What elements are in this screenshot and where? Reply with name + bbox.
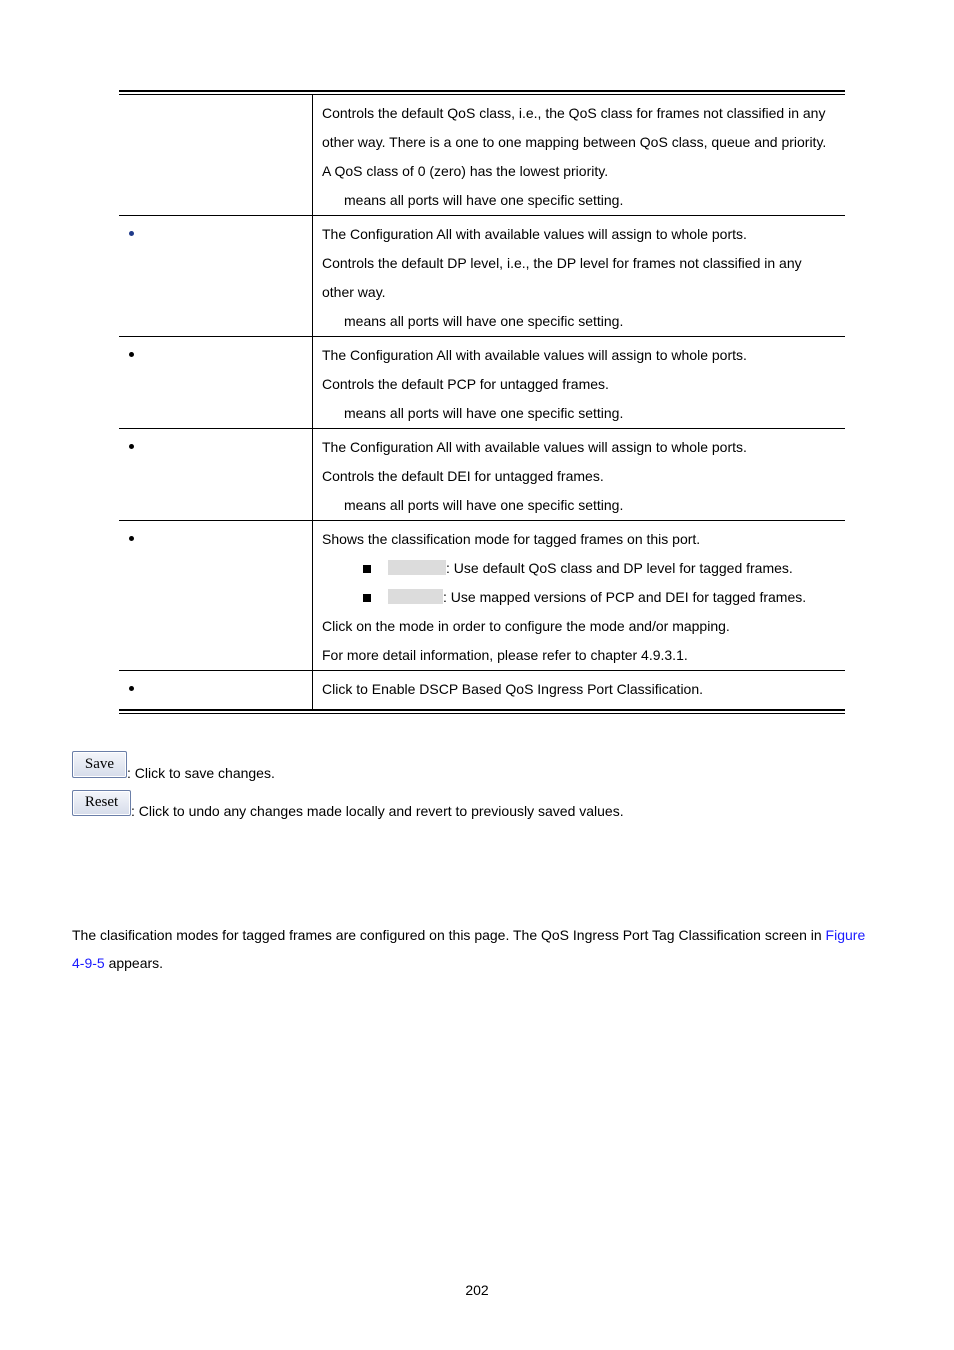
page-number: 202 (465, 1282, 489, 1298)
square-bullet-icon (363, 565, 371, 573)
save-button[interactable]: Save (72, 751, 127, 778)
parameter-name-cell (119, 521, 313, 671)
description-line: The Configuration All with available values will assign to whole ports. (322, 226, 747, 242)
bullet-icon (129, 231, 134, 236)
mode-option (322, 583, 839, 612)
bullet-icon (129, 536, 134, 541)
description-note: means all ports will have one specific setting. (344, 192, 624, 208)
intro-paragraph (72, 921, 892, 977)
reset-description-text: : Click to undo any changes made locally and revert to previously saved values. (131, 803, 624, 819)
parameter-name-cell (119, 337, 313, 429)
description-line: other way. There is a one to one mapping between QoS class, queue and priority. (322, 134, 827, 150)
mode-label-placeholder (388, 560, 446, 575)
table-row (119, 337, 845, 429)
reset-button-description (72, 790, 624, 819)
description-note: means all ports will have one specific setting. (344, 405, 624, 421)
description-line: Click to Enable DSCP Based QoS Ingress Port Classification. (322, 681, 704, 697)
description-line: other way. (322, 284, 386, 300)
intro-text: The clasification modes for tagged frames are configured on this page. The QoS Ingress Port Tag Classification screen in (72, 927, 826, 943)
table-row (119, 521, 845, 671)
parameter-description-cell (313, 216, 846, 337)
description-line: Controls the default QoS class, i.e., the QoS class for frames not classified in any (322, 105, 826, 121)
description-line: The Configuration All with available values will assign to whole ports. (322, 439, 747, 455)
table-row (119, 429, 845, 521)
description-line: Controls the default DP level, i.e., the DP level for frames not classified in any (322, 255, 802, 271)
table-bottom-rule (119, 709, 845, 714)
bullet-icon (129, 444, 134, 449)
reset-button[interactable]: Reset (72, 790, 131, 816)
description-line: For more detail information, please refer to chapter 4.9.3.1. (322, 647, 688, 663)
mode-option-text: : Use mapped versions of PCP and DEI for tagged frames. (443, 589, 807, 605)
figure-link[interactable]: Figure (825, 927, 866, 943)
parameter-name-cell (119, 95, 313, 216)
table-row (119, 95, 845, 216)
description-note: means all ports will have one specific setting. (344, 313, 624, 329)
square-bullet-icon (363, 594, 371, 602)
parameter-table (119, 90, 845, 714)
mode-option-text: : Use default QoS class and DP level for tagged frames. (446, 560, 793, 576)
description-line: A QoS class of 0 (zero) has the lowest priority. (322, 163, 609, 179)
mode-option (322, 554, 839, 583)
parameter-name-cell (119, 671, 313, 710)
description-line: Click on the mode in order to configure the mode and/or mapping. (322, 618, 730, 634)
description-line: Controls the default DEI for untagged frames. (322, 468, 604, 484)
parameter-description-cell (313, 429, 846, 521)
table-row (119, 671, 845, 710)
figure-number-link[interactable]: 4-9-5 (72, 955, 105, 971)
save-description-text: : Click to save changes. (127, 765, 275, 781)
parameter-name-cell (119, 216, 313, 337)
parameter-name-cell (119, 429, 313, 521)
description-line: The Configuration All with available values will assign to whole ports. (322, 347, 747, 363)
description-note: means all ports will have one specific setting. (344, 497, 624, 513)
parameter-description-cell (313, 95, 846, 216)
intro-suffix: appears. (104, 955, 164, 971)
save-button-description (72, 751, 275, 781)
description-line: Shows the classification mode for tagged frames on this port. (322, 531, 701, 547)
bullet-icon (129, 686, 134, 691)
description-line: Controls the default PCP for untagged frames. (322, 376, 609, 392)
parameter-description-cell (313, 521, 846, 671)
parameter-description-cell (313, 337, 846, 429)
mode-label-placeholder (388, 589, 443, 604)
table-row (119, 216, 845, 337)
parameter-description-cell (313, 671, 846, 710)
bullet-icon (129, 352, 134, 357)
